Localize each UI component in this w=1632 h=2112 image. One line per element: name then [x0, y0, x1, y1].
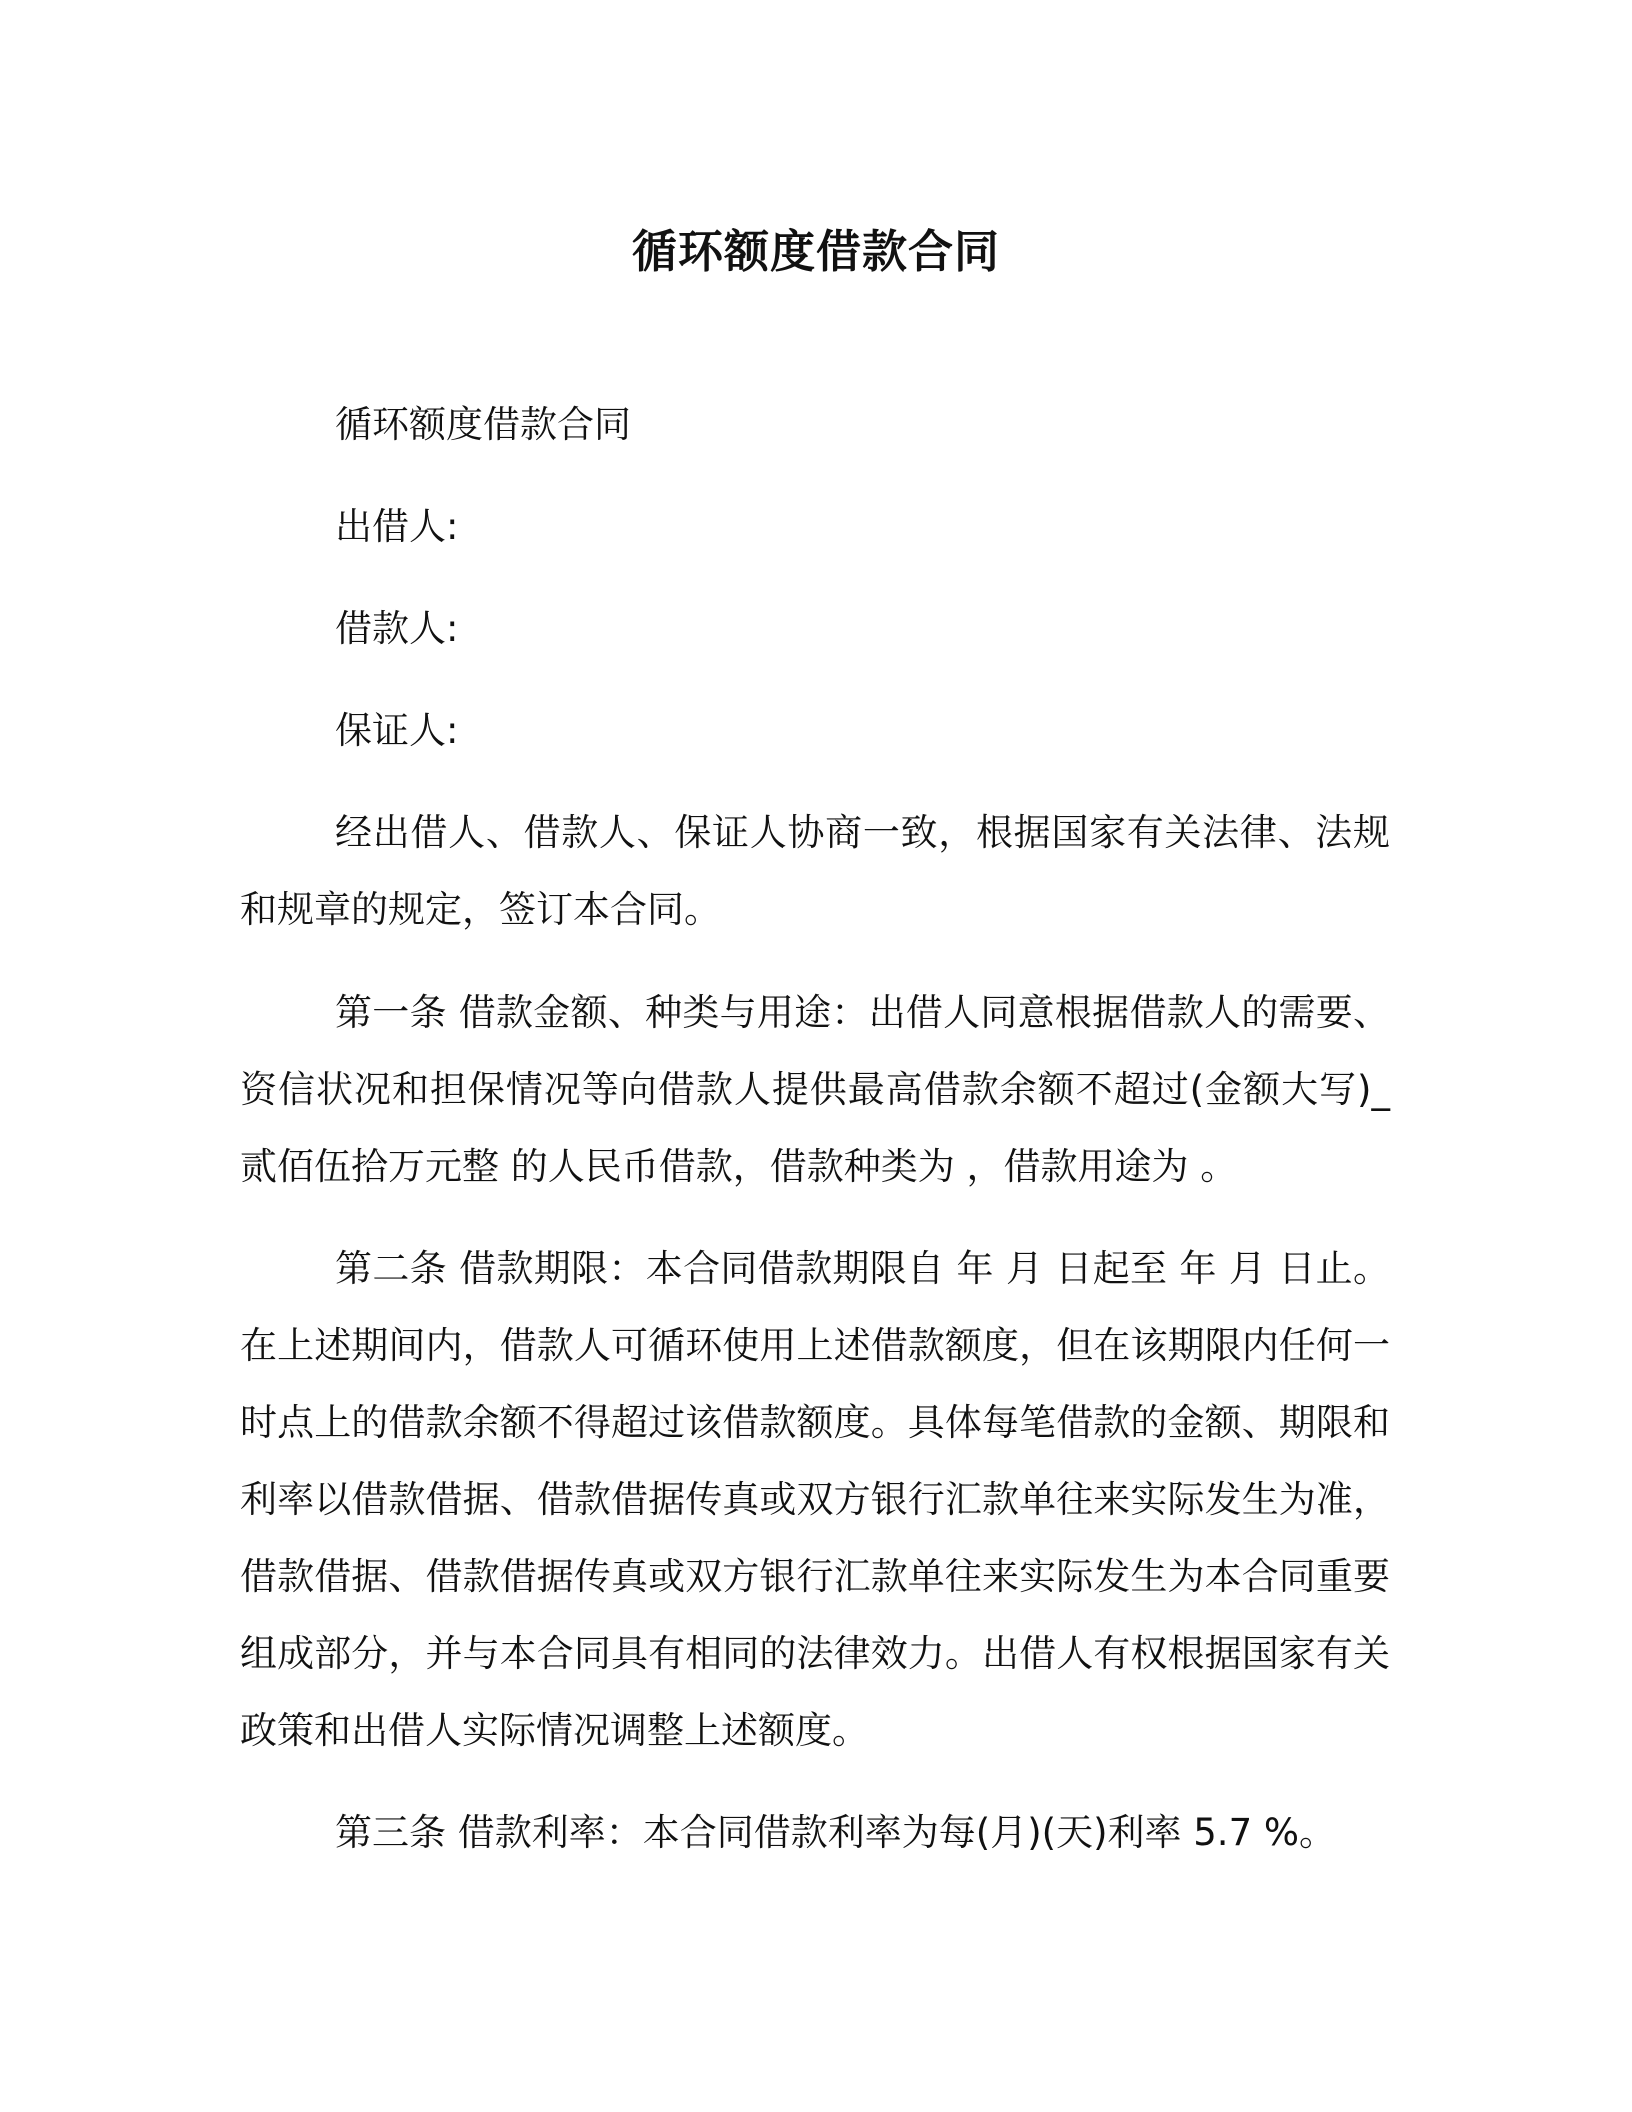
document-subtitle: 循环额度借款合同: [335, 403, 631, 446]
document-title: 循环额度借款合同: [631, 225, 1000, 278]
article-2-paragraph: 第二条 借款期限：本合同借款期限自 年 月 日起至 年 月 日止。在上述期间内，借款人可循环使用上述借款额度，但在该期限内任何一时点上的借款余额不得超过该借款额度。具体每笔借款的金额、期限和利率以借款借据、借款借据传真或双方银行汇款单往来实际发生为准，借款借据、借款借据传真或双方银行汇款单往来实际发生为本合同重要组成部分，并与本合同具有相同的法律效力。出借人有权根据国家有关政策和出借人实际情况调整上述额度。: [240, 1247, 1390, 1752]
article-3-paragraph: 第三条 借款利率：本合同借款利率为每(月)(天)利率 5.7 %。: [335, 1811, 1337, 1854]
borrower-label: 借款人:: [335, 607, 459, 650]
lender-label: 出借人:: [335, 505, 459, 548]
article-1-paragraph: 第一条 借款金额、种类与用途：出借人同意根据借款人的需要、资信状况和担保情况等向借款人提供最高借款余额不超过(金额大写)_贰佰伍拾万元整 的人民币借款，借款种类为 ，借款用途为 。: [240, 991, 1390, 1188]
preamble-paragraph: 经出借人、借款人、保证人协商一致，根据国家有关法律、法规和规章的规定，签订本合同。: [240, 811, 1390, 931]
guarantor-label: 保证人:: [335, 709, 459, 752]
